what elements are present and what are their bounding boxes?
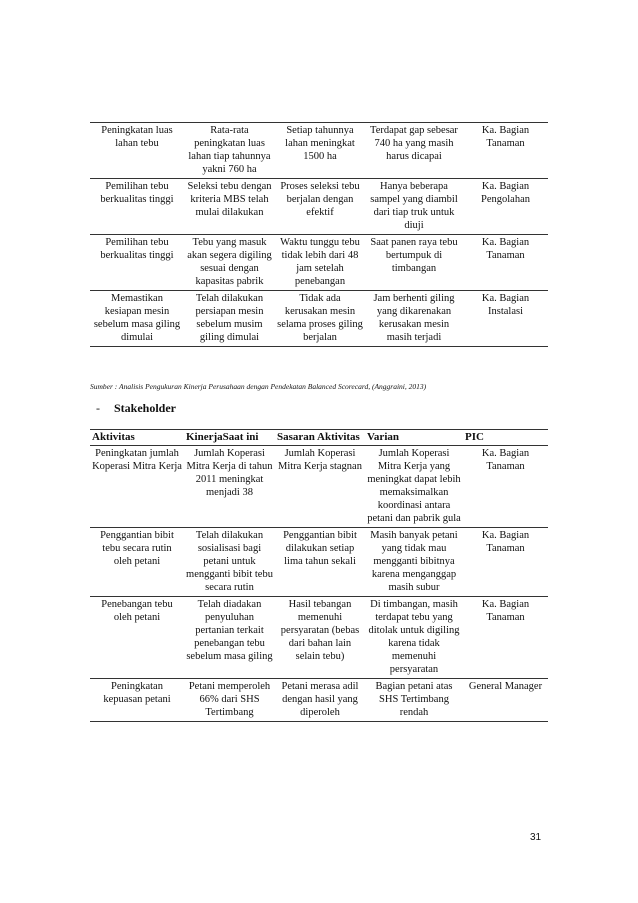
table-cell: Rata-rata peningkatan luas lahan tiap tahunnya yakni 760 ha [188,125,271,175]
table-cell: Petani merasa adil dengan hasil yang diperoleh [275,679,365,722]
table-cell: Ka. Bagian Tanaman [481,448,530,472]
table-cell: Masih banyak petani yang tidak mau mengganti bibitnya karena menganggap masih subur [365,528,463,597]
stakeholder-table [90,429,548,722]
table-cell: Ka. Bagian Tanaman [481,125,530,149]
table-row [90,123,548,179]
section-heading [96,401,176,416]
table-cell: Di timbangan, masih terdapat tebu yang ditolak untuk digiling karena tidak memenuhi persyaratan [365,597,463,679]
table-cell: Setiap tahunnya lahan meningkat 1500 ha [285,125,355,162]
table-cell: Penggantian bibit dilakukan setiap lima tahun sekali [275,528,365,597]
page-number: 31 [530,832,542,843]
table-cell: Tebu yang masuk akan segera digiling sesuai dengan kapasitas pabrik [184,235,275,291]
bullet-dash: - [96,401,100,415]
table-cell: Penggantian bibit tebu secara rutin oleh petani [90,528,184,597]
table-row [90,597,548,679]
table-row [90,291,548,347]
table-cell: Ka. Bagian Tanaman [463,235,548,291]
table-cell: Telah diadakan penyuluhan pertanian terkait penebangan tebu sebelum masa giling [184,597,275,679]
table-cell: Ka. Bagian Instalasi [463,291,548,347]
table-row [90,235,548,291]
performance-table-1 [90,122,548,347]
table-row [90,446,548,528]
column-header-sasaran: Sasaran Aktivitas [277,431,360,443]
table-cell: Memastikan kesiapan mesin sebelum masa giling dimulai [90,291,184,347]
table-cell: Jumlah Koperasi Mitra Kerja di tahun 2011 meningkat menjadi 38 [186,448,273,498]
table-cell: Saat panen raya tebu bertumpuk di timbangan [365,235,463,291]
source-note: Sumber : Analisis Pengukuran Kinerja Perusahaan dengan Pendekatan Balanced Scorecard, (Anggraini, 2013) [90,382,427,391]
column-header-kinerja: KinerjaSaat ini [186,431,259,443]
table-cell: Hanya beberapa sampel yang diambil dari tiap truk untuk diuji [365,179,463,235]
table-cell: Jumlah Koperasi Mitra Kerja stagnan [278,448,362,472]
table-cell: Proses seleksi tebu berjalan dengan efektif [275,179,365,235]
table-cell: Jumlah Koperasi Mitra Kerja yang meningkat dapat lebih memaksimalkan koordinasi antara petani dan pabrik gula [367,448,461,524]
table-cell: Pemilihan tebu berkualitas tinggi [90,235,184,291]
table-row [90,179,548,235]
table-cell: Telah dilakukan persiapan mesin sebelum musim giling dimulai [184,291,275,347]
table-cell: Petani memperoleh 66% dari SHS Tertimbang [184,679,275,722]
table-cell: Ka. Bagian Tanaman [463,597,548,679]
table-cell: Jam berhenti giling yang dikarenakan kerusakan mesin masih terjadi [365,291,463,347]
table-cell: Peningkatan jumlah Koperasi Mitra Kerja [92,448,182,472]
table-cell: Tidak ada kerusakan mesin selama proses giling berjalan [275,291,365,347]
table-cell: Pemilihan tebu berkualitas tinggi [90,179,184,235]
table-cell: Terdapat gap sebesar 740 ha yang masih harus dicapai [370,125,458,162]
table-cell: Peningkatan luas lahan tebu [101,125,173,149]
column-header-varian: Varian [367,431,399,443]
table-header-row [90,430,548,446]
table-row [90,679,548,722]
table-row [90,528,548,597]
table-cell: Ka. Bagian Pengolahan [463,179,548,235]
table-cell: Seleksi tebu dengan kriteria MBS telah mulai dilakukan [184,179,275,235]
table-cell: Ka. Bagian Tanaman [463,528,548,597]
column-header-pic: PIC [465,431,484,443]
column-header-aktivitas: Aktivitas [92,431,135,443]
section-title: Stakeholder [114,401,177,415]
table-cell: Bagian petani atas SHS Tertimbang rendah [365,679,463,722]
table-cell: Peningkatan kepuasan petani [90,679,184,722]
table-cell: Waktu tunggu tebu tidak lebih dari 48 jam setelah penebangan [275,235,365,291]
table-cell: Telah dilakukan sosialisasi bagi petani untuk mengganti bibit tebu secara rutin [184,528,275,597]
table-cell: Hasil tebangan memenuhi persyaratan (bebas dari bahan lain selain tebu) [275,597,365,679]
table-cell: Penebangan tebu oleh petani [90,597,184,679]
table-cell: General Manager [463,679,548,722]
